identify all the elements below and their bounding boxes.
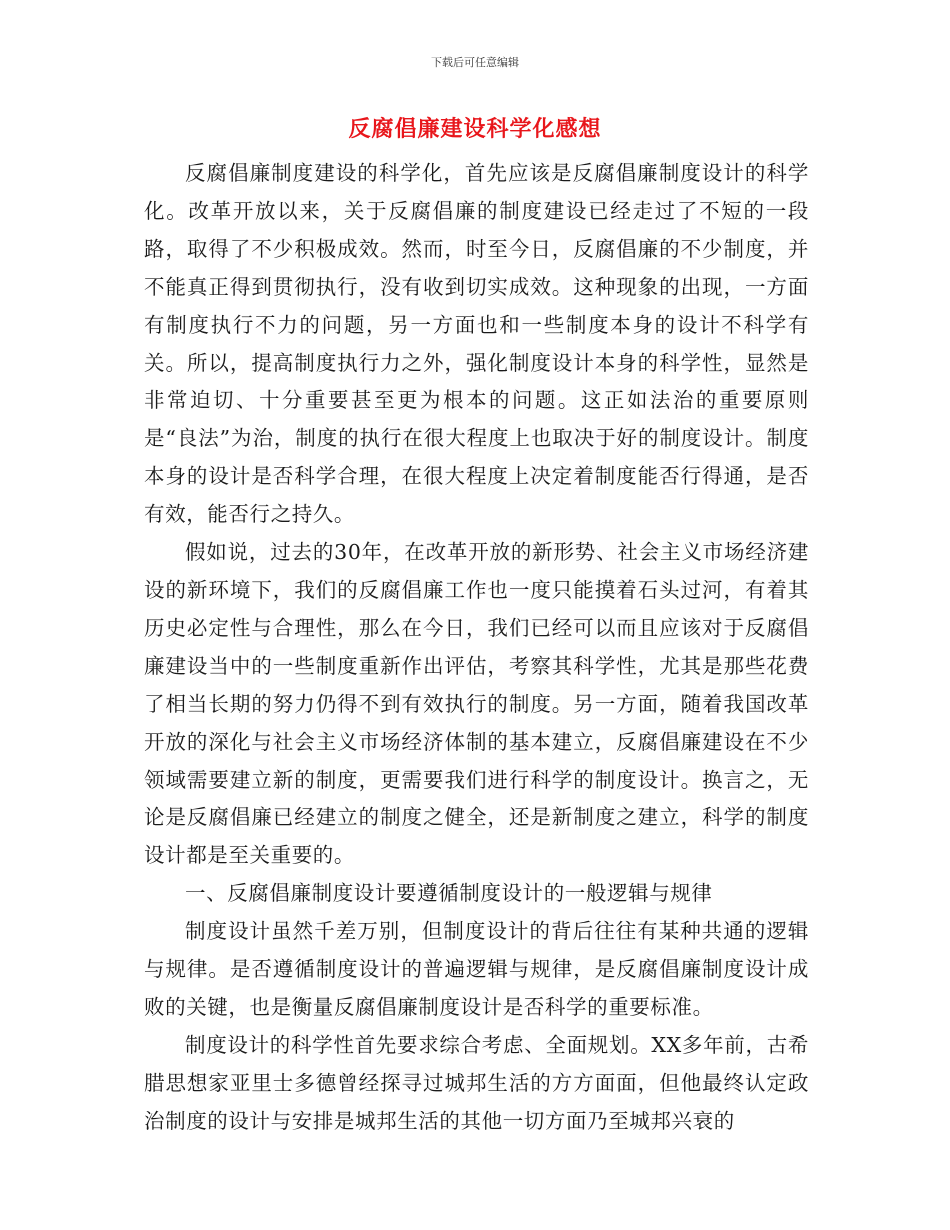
- paragraph: 制度设计虽然千差万别，但制度设计的背后往往有某种共通的逻辑与规律。是否遵循制度设计的普遍逻辑与规律，是反腐倡廉制度设计成败的关键，也是衡量反腐倡廉制度设计是否科学的重要标准。: [144, 919, 809, 1019]
- paragraph: 反腐倡廉制度建设的科学化，首先应该是反腐倡廉制度设计的科学化。改革开放以来，关于反腐倡廉的制度建设已经走过了不短的一段路，取得了不少积极成效。然而，时至今日，反腐倡廉的不少制度，并不能真正得到贯彻执行，没有收到切实成效。这种现象的出现，一方面有制度执行不力的问题，另一方面也和一些制度本身的设计不科学有关。所以，提高制度执行力之外，强化制度设计本身的科学性，显然是非常迫切、十分重要甚至更为根本的问题。这正如法治的重要原则是“良法”为治，制度的执行在很大程度上也取决于好的制度设计。制度本身的设计是否科学合理，在很大程度上决定着制度能否行得通，是否有效，能否行之持久。: [144, 161, 809, 527]
- paragraph: 假如说，过去的30年，在改革开放的新形势、社会主义市场经济建设的新环境下，我们的反腐倡廉工作也一度只能摸着石头过河，有着其历史必定性与合理性，那么在今日，我们已经可以而且应该对于反腐倡廉建设当中的一些制度重新作出评估，考察其科学性，尤其是那些花费了相当长期的努力仍得不到有效执行的制度。另一方面，随着我国改革开放的深化与社会主义市场经济体制的基本建立，反腐倡廉建设在不少领域需要建立新的制度，更需要我们进行科学的制度设计。换言之，无论是反腐倡廉已经建立的制度之健全，还是新制度之建立，科学的制度设计都是至关重要的。: [144, 540, 809, 868]
- paragraph: 制度设计的科学性首先要求综合考虑、全面规划。XX多年前，古希腊思想家亚里士多德曾经探寻过城邦生活的方方面面，但他最终认定政治制度的设计与安排是城邦生活的其他一切方面乃至城邦兴衰的: [144, 1032, 809, 1133]
- document-title: 反腐倡廉建设科学化感想: [348, 116, 602, 142]
- section-heading: 一、反腐倡廉制度设计要遵循制度设计的一般逻辑与规律: [185, 881, 713, 906]
- header-note: 下载后可任意编辑: [431, 56, 519, 69]
- document-body: [144, 155, 809, 1141]
